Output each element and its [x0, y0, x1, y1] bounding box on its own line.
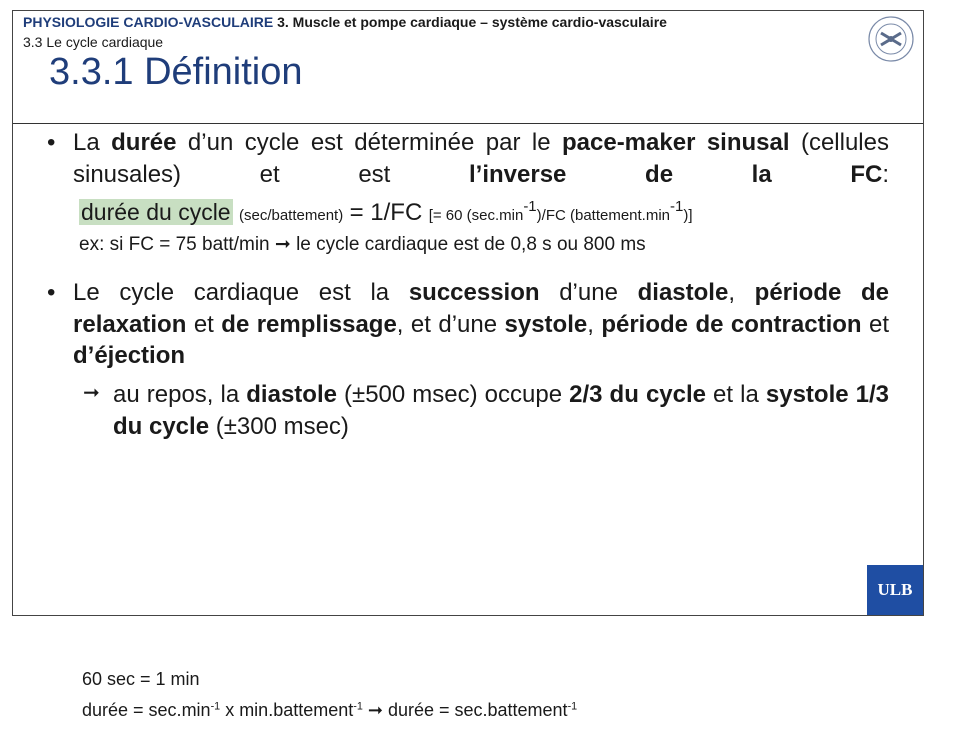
- bullet-1-text: La durée d’un cycle est déterminée par le pace-maker sinusal (cellules sinusales) et est l’inverse de la FC:: [73, 129, 889, 188]
- highlighted-term: durée du cycle: [81, 199, 231, 225]
- note-line-2: durée = $\sec.\min^{-1}$ x min.battement$^{-1}$ ➞ durée = sec.battement$^{-1}$: [82, 700, 578, 720]
- bullet-marker: •: [47, 129, 56, 156]
- title-divider: [13, 123, 923, 124]
- page-title: 3.3.1 Définition: [49, 51, 303, 93]
- cycle-duration-formula: durée du cycle (sec/battement) = 1/FC [= 60 $(\sec.\min^{-1})/FC$ $(battement.\min^{-1})$]: [81, 198, 693, 226]
- university-seal-icon: [867, 15, 915, 63]
- arrow-icon: ➞: [83, 382, 100, 404]
- bullet-2-text: Le cycle cardiaque est la succession d’une diastole, période de relaxation et de remplissage, et d’une systole, période de contraction et d’éjection: [73, 279, 890, 369]
- example-line: ex: si FC = 75 batt/min ➞ le cycle cardiaque est de 0,8 s ou 800 ms: [79, 234, 646, 255]
- sub-point-text: au repos, la diastole (±500 msec) occupe 2/3 du cycle et la systole 1/3 du cycle (±300 msec): [113, 381, 890, 440]
- course-header: [23, 14, 667, 30]
- note-line-1: 60 sec = 1 min: [82, 669, 200, 689]
- bullet-marker: •: [47, 279, 56, 306]
- slide: [12, 10, 924, 616]
- course-name: PHYSIOLOGIE CARDIO-VASCULAIRE: [23, 14, 274, 30]
- ulb-logo: ULB: [867, 565, 923, 615]
- chapter-name: 3. Muscle et pompe cardiaque – système cardio-vasculaire: [277, 14, 667, 30]
- section-name: 3.3 Le cycle cardiaque: [23, 34, 164, 50]
